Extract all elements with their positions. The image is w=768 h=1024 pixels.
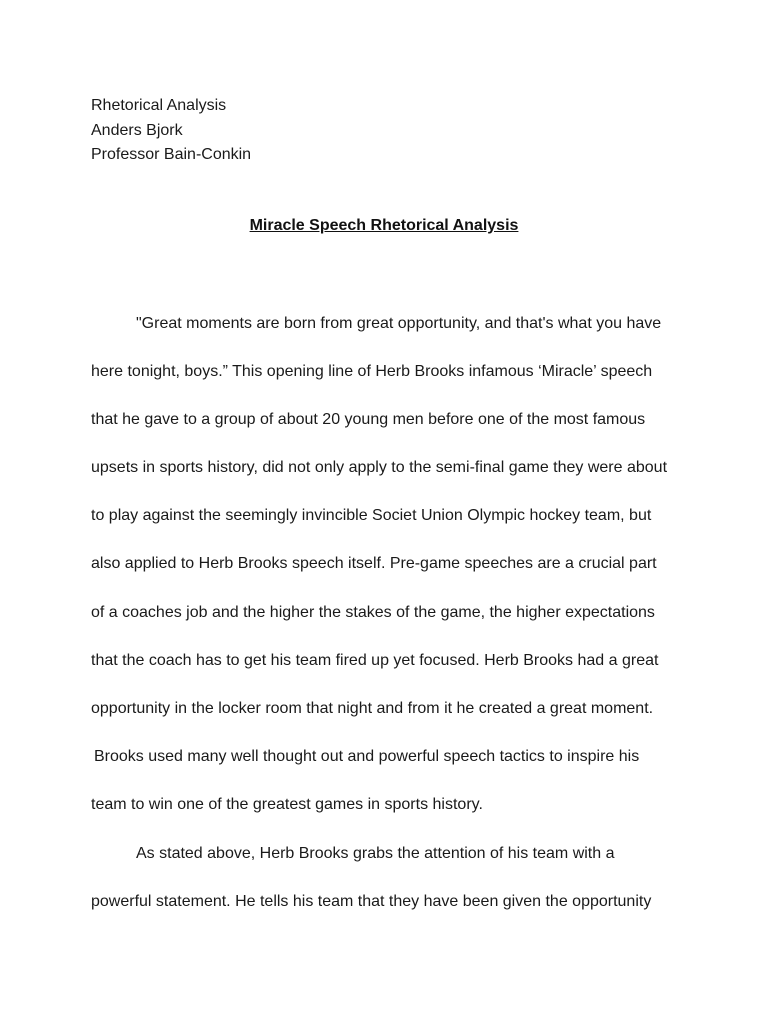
paragraph1-line-1: "Great moments are born from great opportunity, and that's what you have	[136, 315, 662, 332]
header-author: Anders Bjork	[91, 122, 183, 139]
paragraph1-line-6: also applied to Herb Brooks speech itself. Pre-game speeches are a crucial part	[91, 555, 657, 572]
paragraph2-line-1: As stated above, Herb Brooks grabs the attention of his team with a	[136, 845, 615, 862]
paragraph2-line-2: powerful statement. He tells his team that they have been given the opportunity	[91, 893, 652, 910]
paragraph1-line-5: to play against the seemingly invincible Societ Union Olympic hockey team, but	[91, 507, 652, 524]
header-course: Rhetorical Analysis	[91, 97, 227, 114]
paragraph1-line-11: team to win one of the greatest games in sports history.	[91, 796, 483, 813]
document-title: Miracle Speech Rhetorical Analysis	[249, 217, 519, 234]
paragraph1-line-7: of a coaches job and the higher the stakes of the game, the higher expectations	[91, 604, 655, 621]
paragraph1-line-10: Brooks used many well thought out and powerful speech tactics to inspire his	[94, 748, 640, 765]
paragraph1-line-8: that the coach has to get his team fired up yet focused. Herb Brooks had a great	[91, 652, 659, 669]
paragraph1-line-9: opportunity in the locker room that night and from it he created a great moment.	[91, 700, 654, 717]
paragraph1-line-2: here tonight, boys.” This opening line of Herb Brooks infamous ‘Miracle’ speech	[91, 363, 653, 380]
header-professor: Professor Bain-Conkin	[91, 146, 252, 163]
paragraph1-line-3: that he gave to a group of about 20 young men before one of the most famous	[91, 411, 646, 428]
paragraph1-line-4: upsets in sports history, did not only apply to the semi-final game they were about	[91, 459, 668, 476]
